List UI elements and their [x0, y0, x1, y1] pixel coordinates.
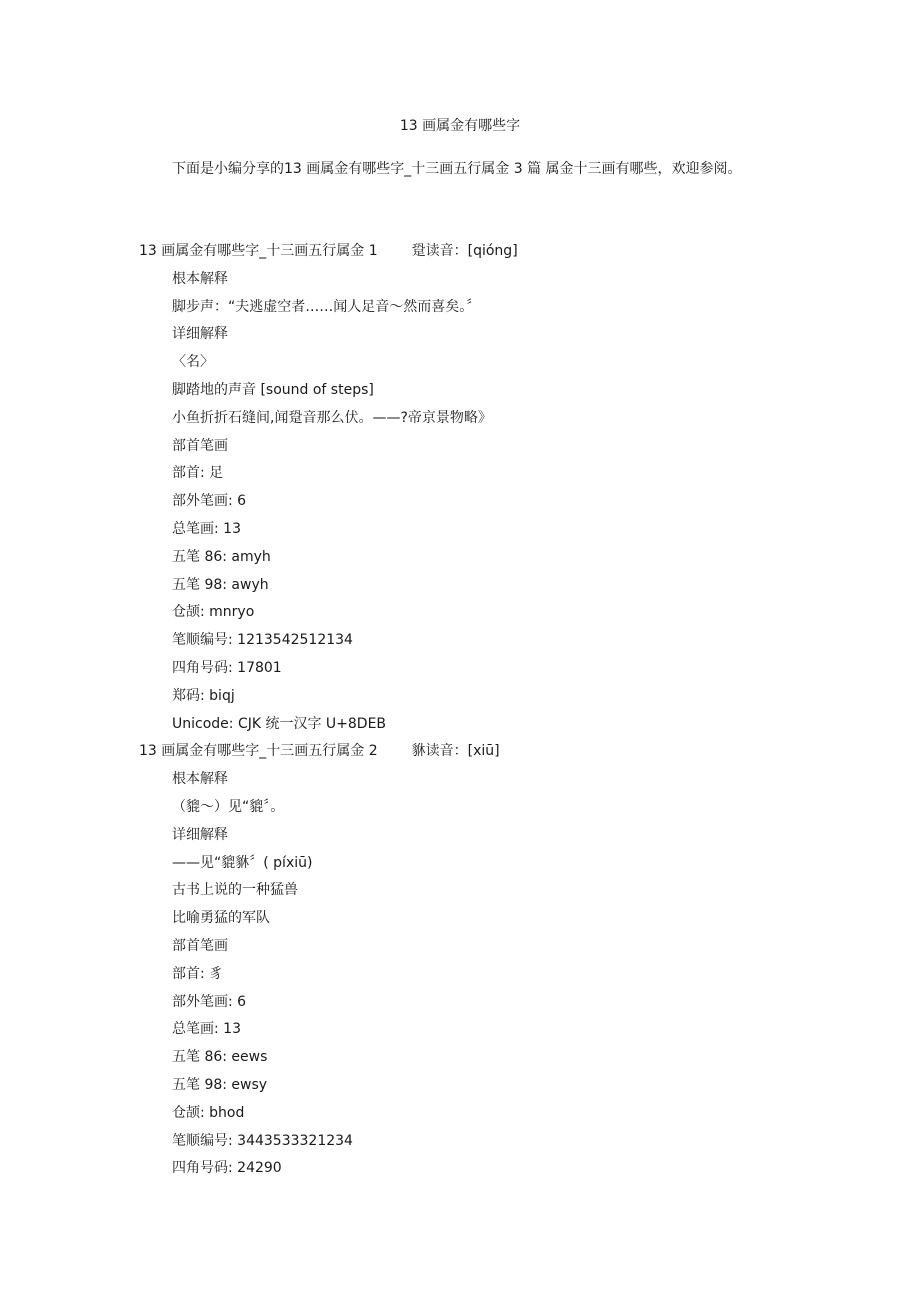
entry-line: ——见“貔貅〞( píxiū)	[172, 854, 313, 871]
entry-line: 部首: 足	[172, 465, 224, 482]
character-reading: 貅读音：[xiū]	[411, 743, 500, 760]
entry-line: 四角号码: 24290	[172, 1160, 282, 1177]
entry-line: 四角号码: 17801	[172, 659, 282, 676]
entry-line: 仓颉: bhod	[172, 1104, 245, 1121]
entry-line: 郑码: biqj	[172, 687, 235, 704]
entry-line: 根本解释	[172, 771, 228, 788]
intro-paragraph: 下面是小编分享的13 画属金有哪些字_十三画五行属金 3 篇 属金十三画有哪些，欢迎参阅。	[172, 161, 742, 177]
entry-line: （貔～）见“貔〞。	[172, 798, 285, 815]
entry-line: 详细解释	[172, 826, 228, 843]
entry-line: 部外笔画: 6	[172, 993, 247, 1010]
entry-line: 五笔 86: eews	[172, 1049, 268, 1066]
character-reading: 跫读音：[qióng]	[411, 243, 518, 259]
page-title: 13 画属金有哪些字	[399, 118, 521, 134]
entry-line: 部首: 豸	[172, 965, 224, 982]
entry-line: 〈名〉	[172, 354, 214, 371]
entry-line: 古书上说的一种猛兽	[172, 882, 298, 899]
entry-line: 小鱼折折石缝间,闻跫音那么伏。——?帝京景物略》	[172, 409, 492, 426]
entry-line: 五笔 98: awyh	[172, 576, 269, 593]
entry-line: 比喻勇猛的军队	[172, 910, 270, 927]
entry-line: 五笔 86: amyh	[172, 548, 271, 565]
entry-line: 总笔画: 13	[172, 520, 241, 537]
entry-line: 总笔画: 13	[172, 1021, 241, 1038]
sections-container	[139, 238, 799, 1183]
section-heading-line	[139, 238, 799, 266]
entry-line: Unicode: CJK 统一汉字 U+8DEB	[172, 715, 387, 732]
section-heading: 13 画属金有哪些字_十三画五行属金 1	[139, 243, 378, 259]
entry-line: 部首笔画	[172, 937, 228, 954]
entry-line: 仓颉: mnryo	[172, 604, 255, 621]
entry-line: 部首笔画	[172, 437, 228, 454]
entry-line: 五笔 98: ewsy	[172, 1076, 268, 1093]
entry-line: 详细解释	[172, 326, 228, 343]
entry-line: 笔顺编号: 3443533321234	[172, 1132, 353, 1149]
entry-line: 笔顺编号: 1213542512134	[172, 632, 353, 649]
entry-line: 部外笔画: 6	[172, 493, 247, 510]
entry-line: 脚踏地的声音 [sound of steps]	[172, 381, 374, 398]
section-heading: 13 画属金有哪些字_十三画五行属金 2	[139, 743, 378, 760]
entry-line: 脚步声：“夫逃虚空者……闻人足音～然而喜矣。〞	[172, 298, 481, 315]
section-heading-line	[139, 738, 799, 766]
entry-line: 根本解释	[172, 270, 228, 287]
